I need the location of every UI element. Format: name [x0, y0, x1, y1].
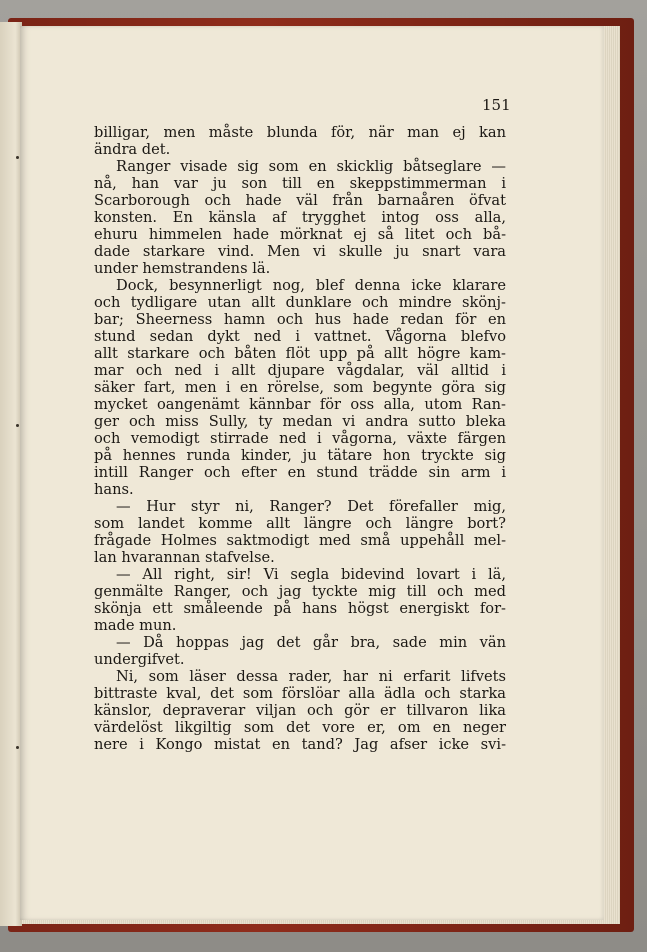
text-line: ger och miss Sully, ty medan vi andra sutto bleka	[94, 413, 506, 430]
text-line: skönja ett småleende på hans högst energiskt for-	[94, 600, 506, 617]
text-line: som landet komme allt längre och längre bort?	[94, 515, 506, 532]
text-line: säker fart, men i en rörelse, som begynte göra sig	[94, 379, 506, 396]
text-line: Ni, som läser dessa rader, har ni erfarit lifvets	[116, 668, 506, 685]
text-line: genmälte Ranger, och jag tyckte mig till och med	[94, 583, 506, 600]
text-line: — Då hoppas jag det går bra, sade min vän	[116, 634, 506, 651]
text-line: — All right, sir! Vi segla bidevind lovart i lä,	[116, 566, 506, 583]
text-line: nå, han var ju son till en skeppstimmerman i	[94, 175, 506, 192]
text-line: konsten. En känsla af trygghet intog oss alla,	[94, 209, 506, 226]
text-line: allt starkare och båten flöt upp på allt högre kam-	[94, 345, 506, 362]
margin-mark	[16, 424, 19, 427]
text-line: värdelöst likgiltig som det vore er, om en neger	[94, 719, 506, 736]
text-line: intill Ranger och efter en stund trädde sin arm i	[94, 464, 506, 481]
text-line: made mun.	[94, 617, 177, 634]
book-page	[20, 26, 604, 920]
text-line: känslor, depraverar viljan och gör er tillvaron lika	[94, 702, 506, 719]
text-line: under hemstrandens lä.	[94, 260, 271, 277]
text-line: på hennes runda kinder, ju tätare hon tryckte sig	[94, 447, 506, 464]
text-line: nere i Kongo mistat en tand? Jag afser icke svi-	[94, 736, 506, 753]
text-line: hans.	[94, 481, 134, 498]
margin-mark	[16, 746, 19, 749]
text-line: dade starkare vind. Men vi skulle ju snart vara	[94, 243, 506, 260]
text-line: och tydligare utan allt dunklare och mindre skönj-	[94, 294, 506, 311]
text-line: och vemodigt stirrade ned i vågorna, växte färgen	[94, 430, 506, 447]
margin-mark	[16, 156, 19, 159]
text-line: mar och ned i allt djupare vågdalar, väl alltid i	[94, 362, 506, 379]
text-line: Ranger visade sig som en skicklig båtseglare —	[116, 158, 506, 175]
page-number: 151	[482, 96, 511, 114]
text-line: bittraste kval, det som förslöar alla ädla och starka	[94, 685, 506, 702]
text-line: ehuru himmelen hade mörknat ej så litet och bå-	[94, 226, 506, 243]
text-line: ändra det.	[94, 141, 171, 158]
body-text	[94, 124, 506, 753]
text-line: undergifvet.	[94, 651, 185, 668]
text-line: frågade Holmes saktmodigt med små uppehåll mel-	[94, 532, 506, 549]
text-line: stund sedan dykt ned i vattnet. Vågorna blefvo	[94, 328, 506, 345]
text-line: Scarborough och hade väl från barnaåren öfvat	[94, 192, 506, 209]
text-line: mycket oangenämt kännbar för oss alla, utom Ran-	[94, 396, 506, 413]
text-line: billigar, men måste blunda för, när man ej kan	[94, 124, 506, 141]
text-line: Dock, besynnerligt nog, blef denna icke klarare	[116, 277, 506, 294]
text-line: bar; Sheerness hamn och hus hade redan för en	[94, 311, 506, 328]
text-line: — Hur styr ni, Ranger? Det förefaller mig,	[116, 498, 506, 515]
text-line: lan hvarannan stafvelse.	[94, 549, 275, 566]
